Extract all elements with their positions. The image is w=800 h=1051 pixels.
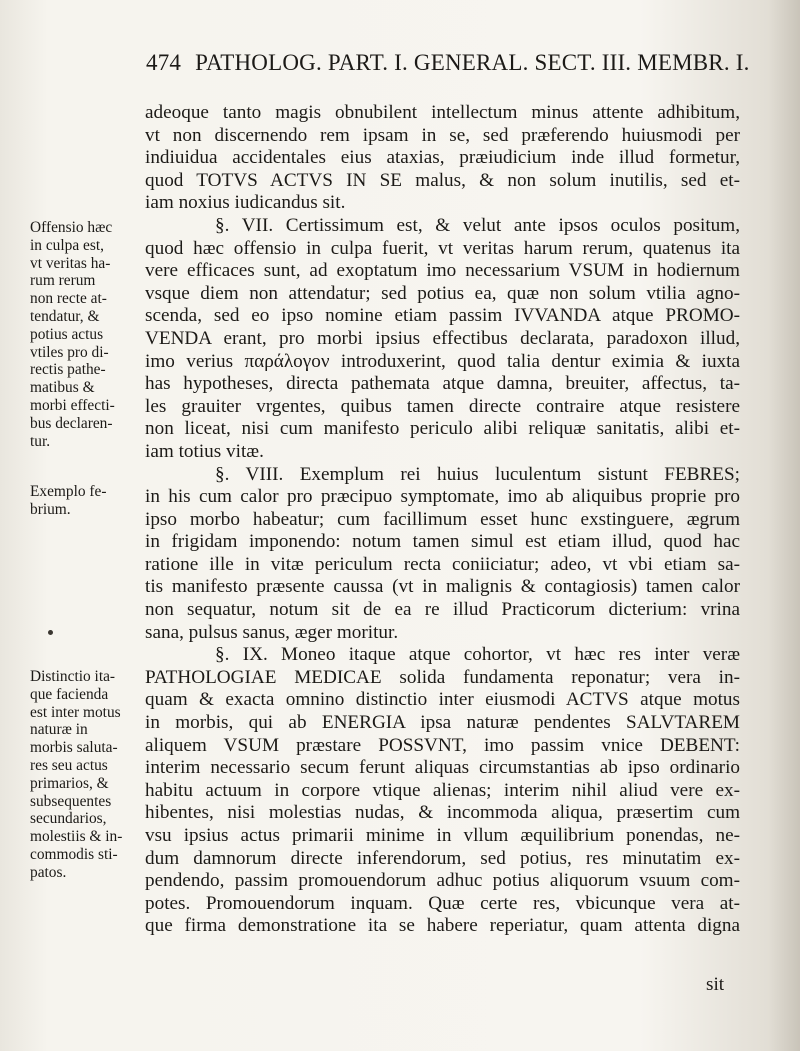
ink-spot	[48, 630, 53, 635]
margin-note-line: non recte at-	[30, 290, 107, 308]
margin-note-line: Exemplo fe-	[30, 483, 107, 500]
text-line: ipso morbo habeatur; cum facillimum esset hunc exstinguere, ægrum	[145, 508, 740, 530]
main-text-column	[145, 102, 740, 938]
text-line: potes. Promouendorum inquam. Quæ certe res, vbicunque vera at-	[145, 892, 740, 914]
section-heading-line: §. IX. Moneo itaque atque cohortor, vt hæc res inter veræ	[215, 644, 740, 666]
margin-note-line: morbi effecti-	[30, 396, 115, 414]
margin-note-line: vt veritas ha-	[30, 254, 111, 272]
text-line: que firma demonstratione ita se habere reperiatur, quam attenta digna	[145, 915, 740, 937]
margin-note-line: est inter motus	[30, 703, 121, 721]
section-heading-line: §. VIII. Exemplum rei huius luculentum sistunt FEBRES;	[215, 463, 740, 485]
page-number: 474	[146, 50, 182, 75]
text-line: VENDA erant, pro morbi ipsius effectibus declarata, paradoxon illud,	[145, 327, 740, 349]
margin-note-line: bus declaren-	[30, 414, 113, 432]
text-line: vsque diem non attendatur; sed potius ea, quæ non solum vtilia agno-	[145, 282, 740, 304]
text-line: tis manifesto præsente caussa (vt in malignis & contagiosis) tamen calor	[145, 576, 740, 598]
margin-note-line: patos.	[30, 863, 67, 881]
margin-note-line: potius actus	[30, 325, 104, 343]
section-heading-line: §. VII. Certissimum est, & velut ante ipsos oculos positum,	[215, 214, 740, 236]
margin-note-line: tendatur, &	[30, 307, 100, 325]
text-line: adeoque tanto magis obnubilent intellectum minus attente adhibitum,	[145, 102, 740, 123]
margin-note-line: matibus &	[30, 379, 95, 397]
text-line: non sequatur, notum sit de ea re illud Practicorum dicterium: vrina	[145, 599, 740, 621]
margin-note-line: Offensio hæc	[30, 219, 113, 236]
text-line: scenda, sed eo ipso nomine etiam passim IVVANDA atque PROMO-	[145, 305, 740, 327]
margin-note-distinctio	[30, 668, 142, 882]
margin-note-line: in culpa est,	[30, 236, 104, 254]
text-line: in morbis, qui ab ENERGIA ipsa naturæ pendentes SALVTAREM	[145, 712, 740, 734]
text-line: PATHOLOGIAE MEDICAE solida fundamenta reponatur; vera in-	[145, 666, 740, 688]
text-line: habitu actuum in corpore vtique alienas; interim nihil aliud vere ex-	[145, 779, 740, 801]
running-head	[146, 50, 750, 76]
text-line: iam noxius iudicandus sit.	[145, 192, 346, 214]
text-line: dum damnorum directe inferendorum, sed potius, res minutatim ex-	[145, 847, 740, 869]
text-line: vt non discernendo rem ipsam in se, sed præferendo huiusmodi per	[145, 124, 740, 146]
margin-note-line: Distinctio ita-	[30, 668, 116, 685]
text-line: quam & exacta omnino distinctio inter eiusmodi ACTVS atque motus	[145, 689, 740, 711]
margin-note-offensio	[30, 219, 142, 450]
text-line: iam totius vitæ.	[145, 440, 264, 462]
text-line: vere efficaces sunt, ad exoptatum imo necessarium VSUM in hodiernum	[145, 260, 740, 282]
text-line: vsu ipsius actus primarii minime in vllum æquilibrium ponendas, ne-	[145, 825, 740, 846]
margin-note-line: subsequentes	[30, 792, 112, 810]
margin-note-line: res seu actus	[30, 756, 108, 774]
text-line: has hypotheses, directa pathemata atque damna, breuiter, affectus, ta-	[145, 373, 740, 395]
margin-note-line: brium.	[30, 500, 71, 518]
margin-note-line: morbis saluta-	[30, 739, 118, 757]
margin-note-line: rum rerum	[30, 272, 96, 290]
text-line: interim necessario secum ferunt aliquas circumstantias ab ipso ordinario	[145, 757, 740, 779]
catchword: sit	[706, 974, 725, 995]
text-line: les grauiter vrgentes, quibus tamen directe contraire atque resistere	[145, 395, 740, 417]
text-line: in his cum calor pro præcipuo symptomate, imo ab aliquibus proprie pro	[145, 486, 740, 508]
text-line: in frigidam imponendo: notum tamen simul est etiam illud, quod hac	[145, 531, 740, 553]
margin-note-line: naturæ in	[30, 721, 88, 739]
margin-note-line: tur.	[30, 432, 51, 450]
text-line: aliquem VSUM præstare POSSVNT, imo passim vnice DEBENT:	[145, 734, 740, 756]
text-line: sana, pulsus sanus, æger moritur.	[145, 621, 399, 643]
text-line: imo verius παράλογον introduxerint, quod talia dentur eximia & iuxta	[145, 350, 740, 372]
margin-note-line: rectis pathe-	[30, 361, 106, 379]
margin-note-line: primarios, &	[30, 774, 109, 792]
text-line: non liceat, nisi cum manifesto periculo alibi reliquæ sanitatis, alibi et-	[145, 418, 740, 440]
text-line: quod hæc offensio in culpa fuerit, vt veritas harum rerum, quatenus ita	[145, 237, 740, 259]
text-line: hibentes, nisi molestias nudas, & incommoda aliqua, præsertim cum	[145, 802, 740, 824]
text-line: pendendo, passim promouendorum adhuc potius aliquorum vsuum com-	[145, 870, 740, 892]
margin-note-line: secundarios,	[30, 810, 107, 828]
margin-note-exemplo	[30, 483, 142, 519]
text-line: ratione ille in vitæ periculum recta coniiciatur; adeo, vt vbi etiam sa-	[145, 553, 740, 575]
running-title: PATHOLOG. PART. I. GENERAL. SECT. III. MEMBR. I.	[195, 50, 750, 75]
margin-note-line: que facienda	[30, 685, 109, 703]
margin-note-line: commodis sti-	[30, 845, 118, 863]
margin-note-line: vtiles pro di-	[30, 343, 109, 361]
text-line: indiuidua accidentales eius ataxias, præiudicium inde illud formetur,	[145, 147, 740, 169]
text-line: quod TOTVS ACTVS IN SE malus, & non solum inutilis, sed et-	[145, 169, 740, 191]
margin-note-line: molestiis & in-	[30, 828, 123, 846]
